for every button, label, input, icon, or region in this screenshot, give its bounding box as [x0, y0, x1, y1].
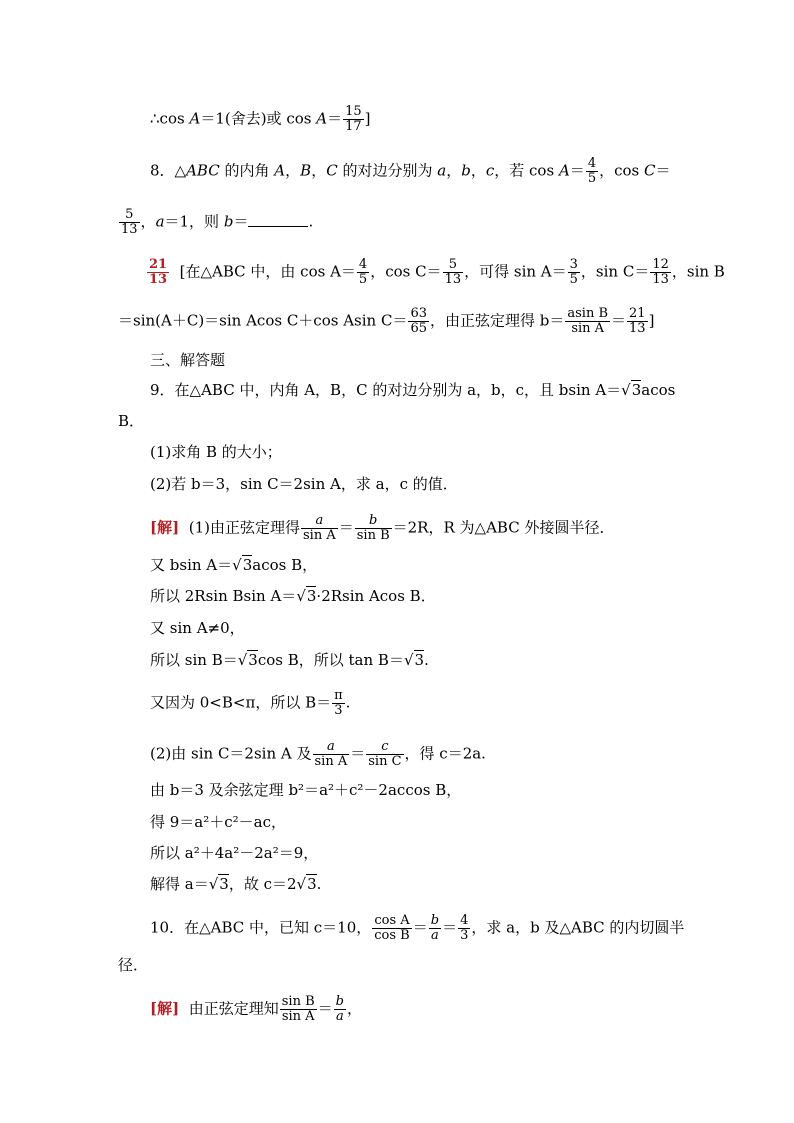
solution-9-line8: 由 b＝3 及余弦定理 b²＝a²＋c²－2accos B， [150, 781, 462, 799]
question-8-line1: 8．△ABC 的内角 A，B，C 的对边分别为 a，b，c，若 cos A＝ $\frac{4}{5}$ ，cos C＝ [150, 156, 671, 186]
question-9-part1: (1)求角 B 的大小； [150, 443, 282, 461]
solution-9-line9: 得 9＝a²＋c²－ac， [150, 813, 287, 831]
question-9-line2: B． [118, 412, 145, 430]
solution-9-line2: 又 bsin A＝√3acos B， [150, 556, 318, 574]
solution-10-line1: [解] 由正弦定理知 $\frac{\text{sin B}}{\text{sin A}}$ ＝ $\frac{b}{a}$ ， [150, 994, 363, 1024]
solution-9-line6: 又因为 0<B<π，所以 B＝ $\frac{\pi}{3}$ . [150, 688, 351, 718]
fraction: $\frac{15}{17}$ [345, 104, 362, 134]
solution-9-line4: 又 sin A≠0， [150, 619, 245, 637]
question-9-line1: 9．在△ABC 中，内角 A，B，C 的对边分别为 a，b，c，且 bsin A＝√3acos [150, 381, 676, 399]
answer-8-line2: ＝sin(A＋C)＝sin Acos C＋cos Asin C＝ $\frac{63}{65}$ ，由正弦定理得 b＝ $\frac{\text{asin B}}{\text{sin A}}$ ＝ $\frac{21}{13}$ ] [118, 306, 655, 336]
answer-blank [248, 212, 308, 227]
answer-value: $\frac{21}{13}$ [149, 257, 168, 287]
solution-9-line5: 所以 sin B＝√3cos B，所以 tan B＝√3. [150, 651, 429, 669]
solution-9-line11: 解得 a＝√3，故 c＝2√3. [150, 875, 322, 893]
question-8-line2: $\frac{5}{13}$ ，a＝1，则 b＝ . [121, 207, 314, 237]
solution-9-line1: [解] (1)由正弦定理得 $\frac{a}{\text{sin A}}$ ＝ $\frac{b}{\text{sin B}}$ ＝2R，R 为△ABC 外接圆半径． [150, 513, 615, 543]
solution-9-line7: (2)由 sin C＝2sin A 及 $\frac{a}{\text{sin A}}$ ＝ $\frac{c}{\text{sin C}}$ ，得 c＝2a. [150, 739, 486, 769]
question-9-part2: (2)若 b＝3，sin C＝2sin A，求 a，c 的值． [150, 475, 458, 493]
question-10-line2: 径． [118, 956, 149, 974]
section-heading: 三、解答题 [150, 351, 226, 369]
solution-9-line3: 所以 2Rsin Bsin A＝√3·2Rsin Acos B． [150, 587, 436, 605]
answer-8-line1: $\frac{21}{13}$ [在△ABC 中，由 cos A＝ $\frac{4}{5}$ ，cos C＝ $\frac{5}{13}$ ，可得 sin A＝ $\frac{3}{5}$ ，sin C＝ $\frac{12}{13}$ ，sin B [149, 257, 725, 287]
prev-solution-end: ∴cos A＝1(舍去)或 cos A＝ $\frac{15}{17}$ ] [150, 104, 371, 134]
question-10-line1: 10．在△ABC 中，已知 c＝10， $\frac{\text{cos A}}{\text{cos B}}$ ＝ $\frac{b}{a}$ ＝ $\frac{4}{3}$ ，求 a，b 及△ABC 的内切圆半 [150, 913, 685, 943]
solution-9-line10: 所以 a²＋4a²－2a²＝9， [150, 844, 319, 862]
